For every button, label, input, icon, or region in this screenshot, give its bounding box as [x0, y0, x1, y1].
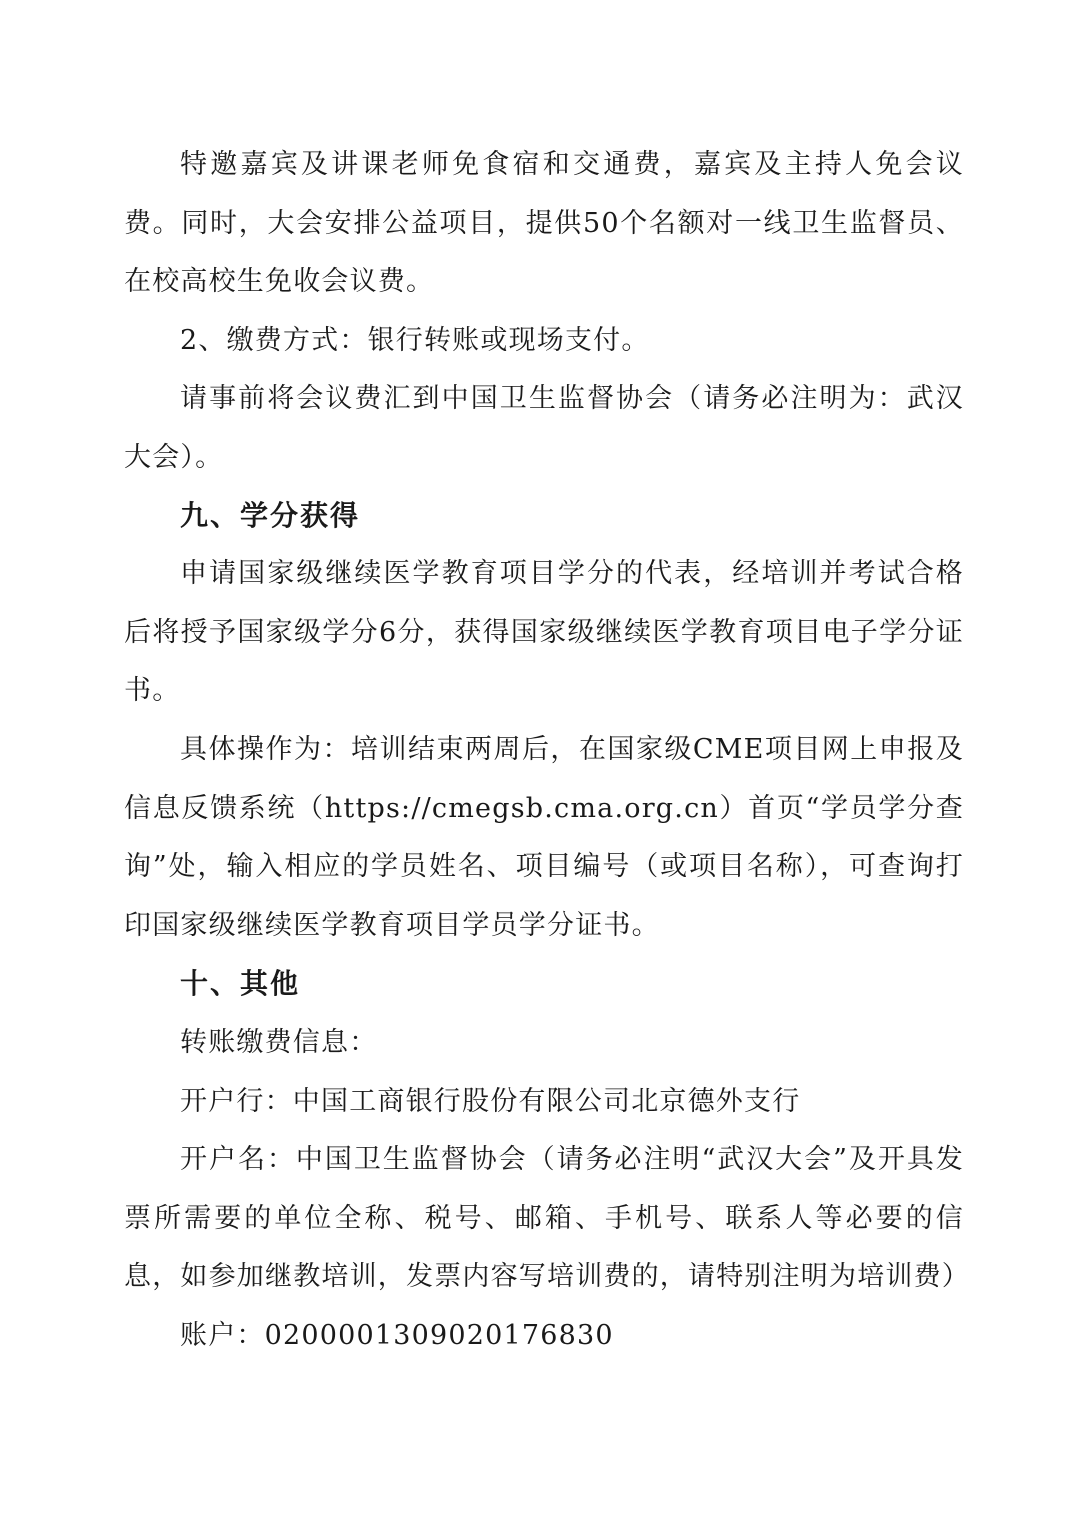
section-title-credits: 九、学分获得 — [180, 499, 361, 532]
paragraph-payment-method: 2、缴费方式：银行转账或现场支付。 — [180, 325, 650, 356]
section-title-other: 十、其他 — [180, 967, 301, 1000]
paragraph-bank-name: 开户行：中国工商银行股份有限公司北京德外支行 — [180, 1086, 801, 1117]
paragraph-account-name: 开户名：中国卫生监督协会（请务必注明“武汉大会”及开具发票所需要的单位全称、税号、邮箱、手机号、联系人等必要的信息，如参加继教培训，发票内容写培训费的，请特别注明为培训费） — [124, 1144, 970, 1292]
paragraph-remit-instruction: 请事前将会议费汇到中国卫生监督协会（请务必注明为：武汉大会）。 — [124, 383, 964, 473]
paragraph-guest-fees: 特邀嘉宾及讲课老师免食宿和交通费，嘉宾及主持人免会议费。同时，大会安排公益项目，提供50个名额对一线卫生监督员、在校高校生免收会议费。 — [124, 149, 964, 297]
paragraph-credit-procedure: 具体操作为：培训结束两周后，在国家级CME项目网上申报及信息反馈系统（https://cmegsb.cma.org.cn）首页“学员学分查询”处，输入相应的学员姓名、项目编号（或项目名称），可查询打印国家级继续医学教育项目学员学分证书。 — [124, 734, 964, 941]
paragraph-transfer-info: 转账缴费信息： — [180, 1027, 378, 1058]
paragraph-account-number: 账户：0200001309020176830 — [180, 1320, 614, 1351]
paragraph-credit-award: 申请国家级继续医学教育项目学分的代表，经培训并考试合格后将授予国家级学分6分，获得国家级继续医学教育项目电子学分证书。 — [124, 558, 964, 706]
